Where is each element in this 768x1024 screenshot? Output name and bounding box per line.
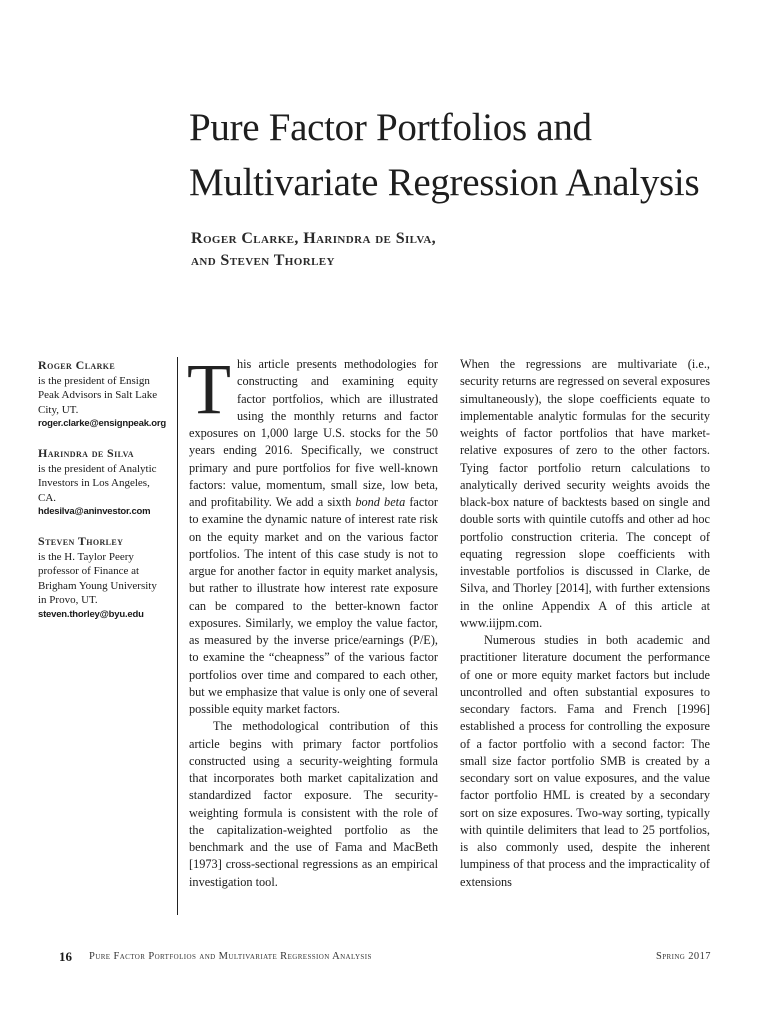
author-list (191, 228, 711, 272)
author-bio-name: Harindra de Silva (38, 445, 134, 460)
page-number: 16 (59, 949, 72, 964)
author-bio (38, 358, 166, 432)
title-line-1: Pure Factor Portfolios and (189, 106, 592, 149)
authors-line-1: Roger Clarke, Harindra de Silva, (191, 230, 437, 247)
body-paragraph (187, 349, 439, 718)
column-divider (177, 357, 178, 915)
author-bio-text: is the president of Ensign Peak Advisors in Salt Lake City, UT. (38, 374, 158, 416)
author-bio (38, 534, 166, 623)
body-text: his article presents methodologies for constructing and examining equity factor portfolios, which are illustrated using the monthly returns and factor exposures on 1,000 large U.S. stocks for the 50 years ending 2016. Specifically, we construct primary and pure portfolios for five well-known factors: value, momentum, small size, low beta, and profitability. We add a sixth (189, 357, 438, 509)
body-paragraph: The methodological contribution of this article begins with primary factor portfolios constructed using a security-weighting formula that incorporates both market capitalization and standardized factor exposure. The security-weighting formula is consistent with the role of the capitalization-weighted portfolio as the benchmark and the use of Fama and MacBeth [1973] cross-sectional regressions as an empirical investigation tool. (189, 719, 438, 889)
running-title: Pure Factor Portfolios and Multivariate Regression Analysis (89, 951, 372, 962)
title-line-2: Multivariate Regression Analysis (189, 161, 700, 204)
author-bio-text: is the H. Taylor Peery professor of Finance at Brigham Young University in Provo, UT. (38, 550, 157, 607)
drop-cap: T (187, 349, 231, 429)
author-bio (38, 446, 166, 520)
body-column-left (187, 349, 439, 891)
body-text: factor to examine the dynamic nature of interest rate risk on the equity market and on the various factor portfolios. The intent of this case study is not to argue for another factor in equity market analysis, but rather to illustrate how interest rate exposure can be compared to the better-known factor exposures. Similarly, we employ the value factor, as measured by the inverse price/earnings (P/E), to examine the “cheapness” of the various factor portfolios over time and compared to each other, but we emphasize that value is only one of several possible equity market factors. (189, 495, 439, 716)
author-bios-sidebar (38, 358, 166, 637)
body-paragraph: Numerous studies in both academic and practitioner literature document the performance of one or more equity market factors but include uncontrolled and often substantial exposures to secondary factors. Fama and French [1996] established a process for controlling the exposure of a factor portfolio with a second factor: The small size factor portfolio SMB is created by a secondary sort on value exposures, and the value factor portfolio HML is created by a secondary sort on size exposures. Two-way sorting, typically with quintile delimiters that lead to 25 portfolios, is also commonly used, despite the inherent lumpiness of that process and the impracticality of extensions (460, 633, 710, 889)
page-footer (0, 949, 768, 969)
author-bio-name: Steven Thorley (38, 533, 124, 548)
author-bio-name: Roger Clarke (38, 358, 116, 372)
article-title (189, 100, 749, 210)
author-bio-text: is the president of Analytic Investors in Los Angeles, CA. (38, 462, 157, 504)
body-paragraph: When the regressions are multivariate (i.e., security returns are regressed on several exposures simultaneously), the slope coefficients equate to implementable analytic formulas for the security weights of factor portfolios that have market-relative exposures of zero to the other factors. Tying factor portfolio return calculations to analytically derived security weights avoids the black-box nature of backtests based on single and double sorts with quintile cutoffs and other ad hoc portfolio construction criteria. The concept of equating regression slope coefficients with investable portfolios is discussed in Clarke, de Silva, and Thorley [2014], with further extensions in the online Appendix A of this article at www.iijpm.com. (460, 357, 710, 630)
issue-label: Spring 2017 (656, 951, 711, 962)
author-email-link[interactable]: steven.thorley@byu.edu (38, 608, 144, 620)
body-column-right (460, 356, 710, 891)
emphasized-term: bond beta (355, 495, 406, 509)
author-email-link[interactable]: roger.clarke@ensignpeak.org (38, 418, 166, 430)
author-email-link[interactable]: hdesilva@aninvestor.com (38, 506, 151, 518)
authors-line-2: and Steven Thorley (191, 252, 335, 269)
